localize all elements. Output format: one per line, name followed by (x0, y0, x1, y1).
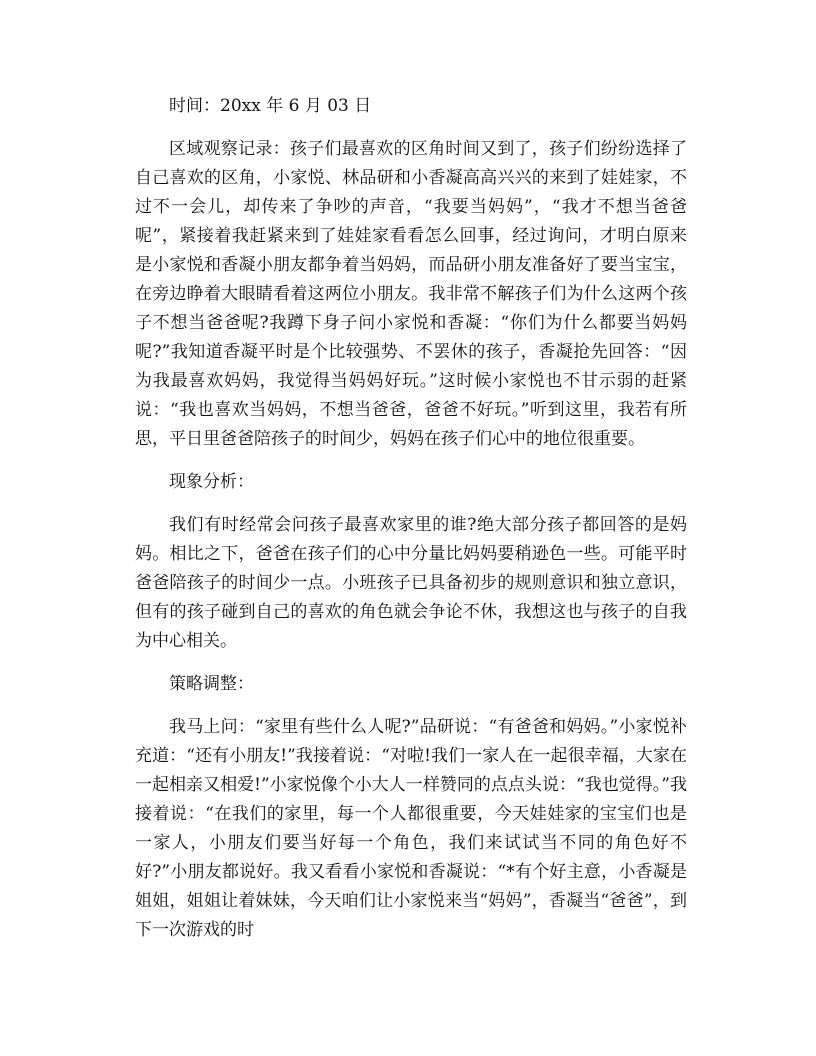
strategy-heading: 策略调整： (169, 674, 254, 694)
observation-paragraph: 区域观察记录：孩子们最喜欢的区角时间又到了，孩子们纷纷选择了自己喜欢的区角，小家悦、林品研和小香凝高高兴兴的来到了娃娃家，不过不一会儿，却传来了争吵的声音，“我要当妈妈”，“我才不想当爸爸呢”，紧接着我赶紧来到了娃娃家看看怎么回事，经过询问，才明白原来是小家悦和香凝小朋友都争着当妈妈，而品研小朋友准备好了要当宝宝，在旁边睁着大眼睛看着这两位小朋友。我非常不解孩子们为什么这两个孩子不想当爸爸呢?我蹲下身子问小家悦和香凝：“你们为什么都要当妈妈呢?”我知道香凝平时是个比较强势、不罢休的孩子，香凝抢先回答：“因为我最喜欢妈妈，我觉得当妈妈好玩。”这时候小家悦也不甘示弱的赶紧说：“我也喜欢当妈妈，不想当爸爸，爸爸不好玩。”听到这里，我若有所思，平日里爸爸陪孩子的时间少，妈妈在孩子们心中的地位很重要。 (135, 139, 687, 449)
document-body (135, 92, 687, 945)
analysis-paragraph: 我们有时经常会问孩子最喜欢家里的谁?绝大部分孩子都回答的是妈妈。相比之下，爸爸在孩子们的心中分量比妈妈要稍逊色一些。可能平时爸爸陪孩子的时间少一点。小班孩子已具备初步的规则意识和独立意识，但有的孩子碰到自己的喜欢的角色就会争论不休，我想这也与孩子的自我为中心相关。 (135, 515, 687, 651)
strategy-paragraph: 我马上问：“家里有些什么人呢?”品研说：“有爸爸和妈妈。”小家悦补充道：“还有小朋友!”我接着说：“对啦!我们一家人在一起很幸福，大家在一起相亲又相爱!”小家悦像个小大人一样赞同的点点头说：“我也觉得。”我接着说：“在我们的家里，每一个人都很重要，今天娃娃家的宝宝们也是一家人，小朋友们要当好每一个角色，我们来试试当不同的角色好不好?”小朋友都说好。我又看看小家悦和香凝说：“*有个好主意，小香凝是姐姐，姐姐让着妹妹，今天咱们让小家悦来当“妈妈”，香凝当“爸爸”，到下一次游戏的时 (135, 717, 687, 940)
analysis-heading: 现象分析： (169, 472, 254, 492)
date-line: 时间：20xx 年 6 月 03 日 (169, 96, 372, 116)
